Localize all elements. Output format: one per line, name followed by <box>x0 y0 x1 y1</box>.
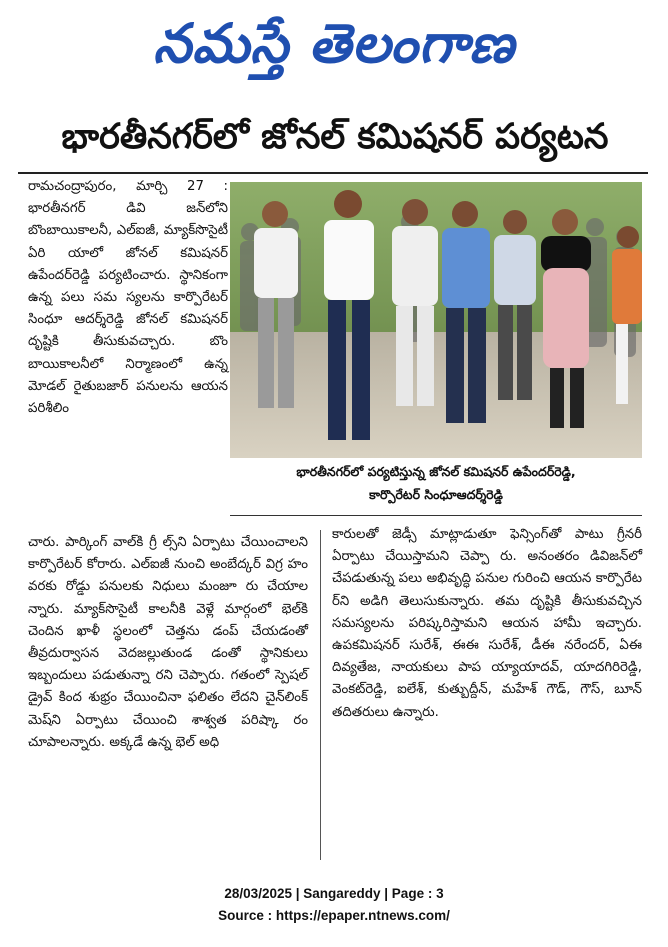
footer-source: Source : https://epaper.ntnews.com/ <box>218 908 450 923</box>
masthead <box>0 0 668 100</box>
article-body-right: కారులతో జెడ్సీ మాట్లాడుతూ ఫెన్సింగ్‌తో పాటు గ్రీనరీ ఏర్పాటు చేయిస్తామని చెప్పా రు. అనంతరం డివిజన్‌లో చేపడుతున్న పలు అభివృద్ధి పనుల గురించి ఆయన కార్పొరేట ర్‌ని అడిగి తెలుసుకున్నారు. తమ దృష్టికి తీసుకువచ్చిన సమస్యలను పరిష్కరిస్తామని ఆయన హామీ ఇచ్చారు. ఉపకమిషనర్ సురేశ్, ఈఈ సురేశ్, డీఈ నరేందర్, ఏఈ దివ్యతేజ, నాయకులు పాప య్యాయాదవ్, యాదగిరిరెడ్డి, వెంకట్‌రెడ్డి, ఐలేశ్, కుత్బుద్దీన్, మహేశ్ గౌడ్, గౌస్, బూన్ తదితరులు ఉన్నారు. <box>332 527 642 720</box>
caption-line-2: కార్పొరేటర్ సింధూఆదర్శ్‌రెడ్డి <box>369 487 503 502</box>
headline-rule <box>18 172 648 174</box>
photo-illustration <box>230 182 642 458</box>
footer-date-edition-page: 28/03/2025 | Sangareddy | Page : 3 <box>224 886 444 901</box>
article-body-left-lower: చారు. పార్కింగ్ వాల్‌కి గ్రీ ల్స్‌ని ఏర్పాటు చేయించాలని కార్పొరేటర్ కోరారు. ఎల్ఐజీ నుంచి అంబేద్కర్ విగ్ర హం వరకు రోడ్డు పనులకు నిధులు మంజూ రు చేయాల న్నారు. మ్యాక్‌సొసైటీ కాలనీకి వెళ్లే మార్గంలో భెల్‌కి చెందిన ఖాళీ స్థలంలో చెత్తను డంప్ చేయడంతో తీవ్రదుర్వాసన వెదజల్లుతుండ డంతో స్థానికులు ఇబ్బందులు పడుతున్నా రని చెప్పారు. గతంలో స్పెషల్ డ్రైవ్ కింద శుభ్రం చేయించినా ఫలితం లేదని చైన్‌లింక్ మెష్‌ని ఏర్పాటు చేయించి శాశ్వత పరిష్కా రం చూపాలన్నారు. అక్కడే ఉన్న భెల్ అధి <box>28 535 308 750</box>
article-body-left-upper: రామచంద్రాపురం, మార్చి 27 : భారతీనగర్ డివి జన్‌లోని బొంబాయికాలనీ, ఎల్ఐజీ, మ్యాక్‌సొసైటీ ఏరి యాలో జోనల్ కమిషనర్ ఉపేందర్‌రెడ్డి పర్యటించారు. స్థానికంగా ఉన్న పలు సమ స్యలను కార్పొరేటర్ సింధూ ఆదర్శ్‌రెడ్డి జోనల్ కమిషనర్ దృష్టికి తీసుకువచ్చారు. బొం బాయికాలనీలో నిర్మాణంలో ఉన్న మోడల్ రైతుబజార్ పనులను ఆయన పరిశీలిం <box>28 179 228 417</box>
article-photo <box>230 182 642 458</box>
newspaper-logo: నమస్తే తెలంగాణ <box>153 11 515 75</box>
photo-caption <box>230 460 642 516</box>
column-divider <box>320 530 321 860</box>
caption-line-1: భారతీనగర్‌లో పర్యటిస్తున్న జోనల్ కమిషనర్ ఉపేందర్‌రెడ్డి, <box>296 464 576 479</box>
article-headline: భారతీనగర్‌లో జోనల్ కమిషనర్ పర్యటన <box>61 117 609 157</box>
